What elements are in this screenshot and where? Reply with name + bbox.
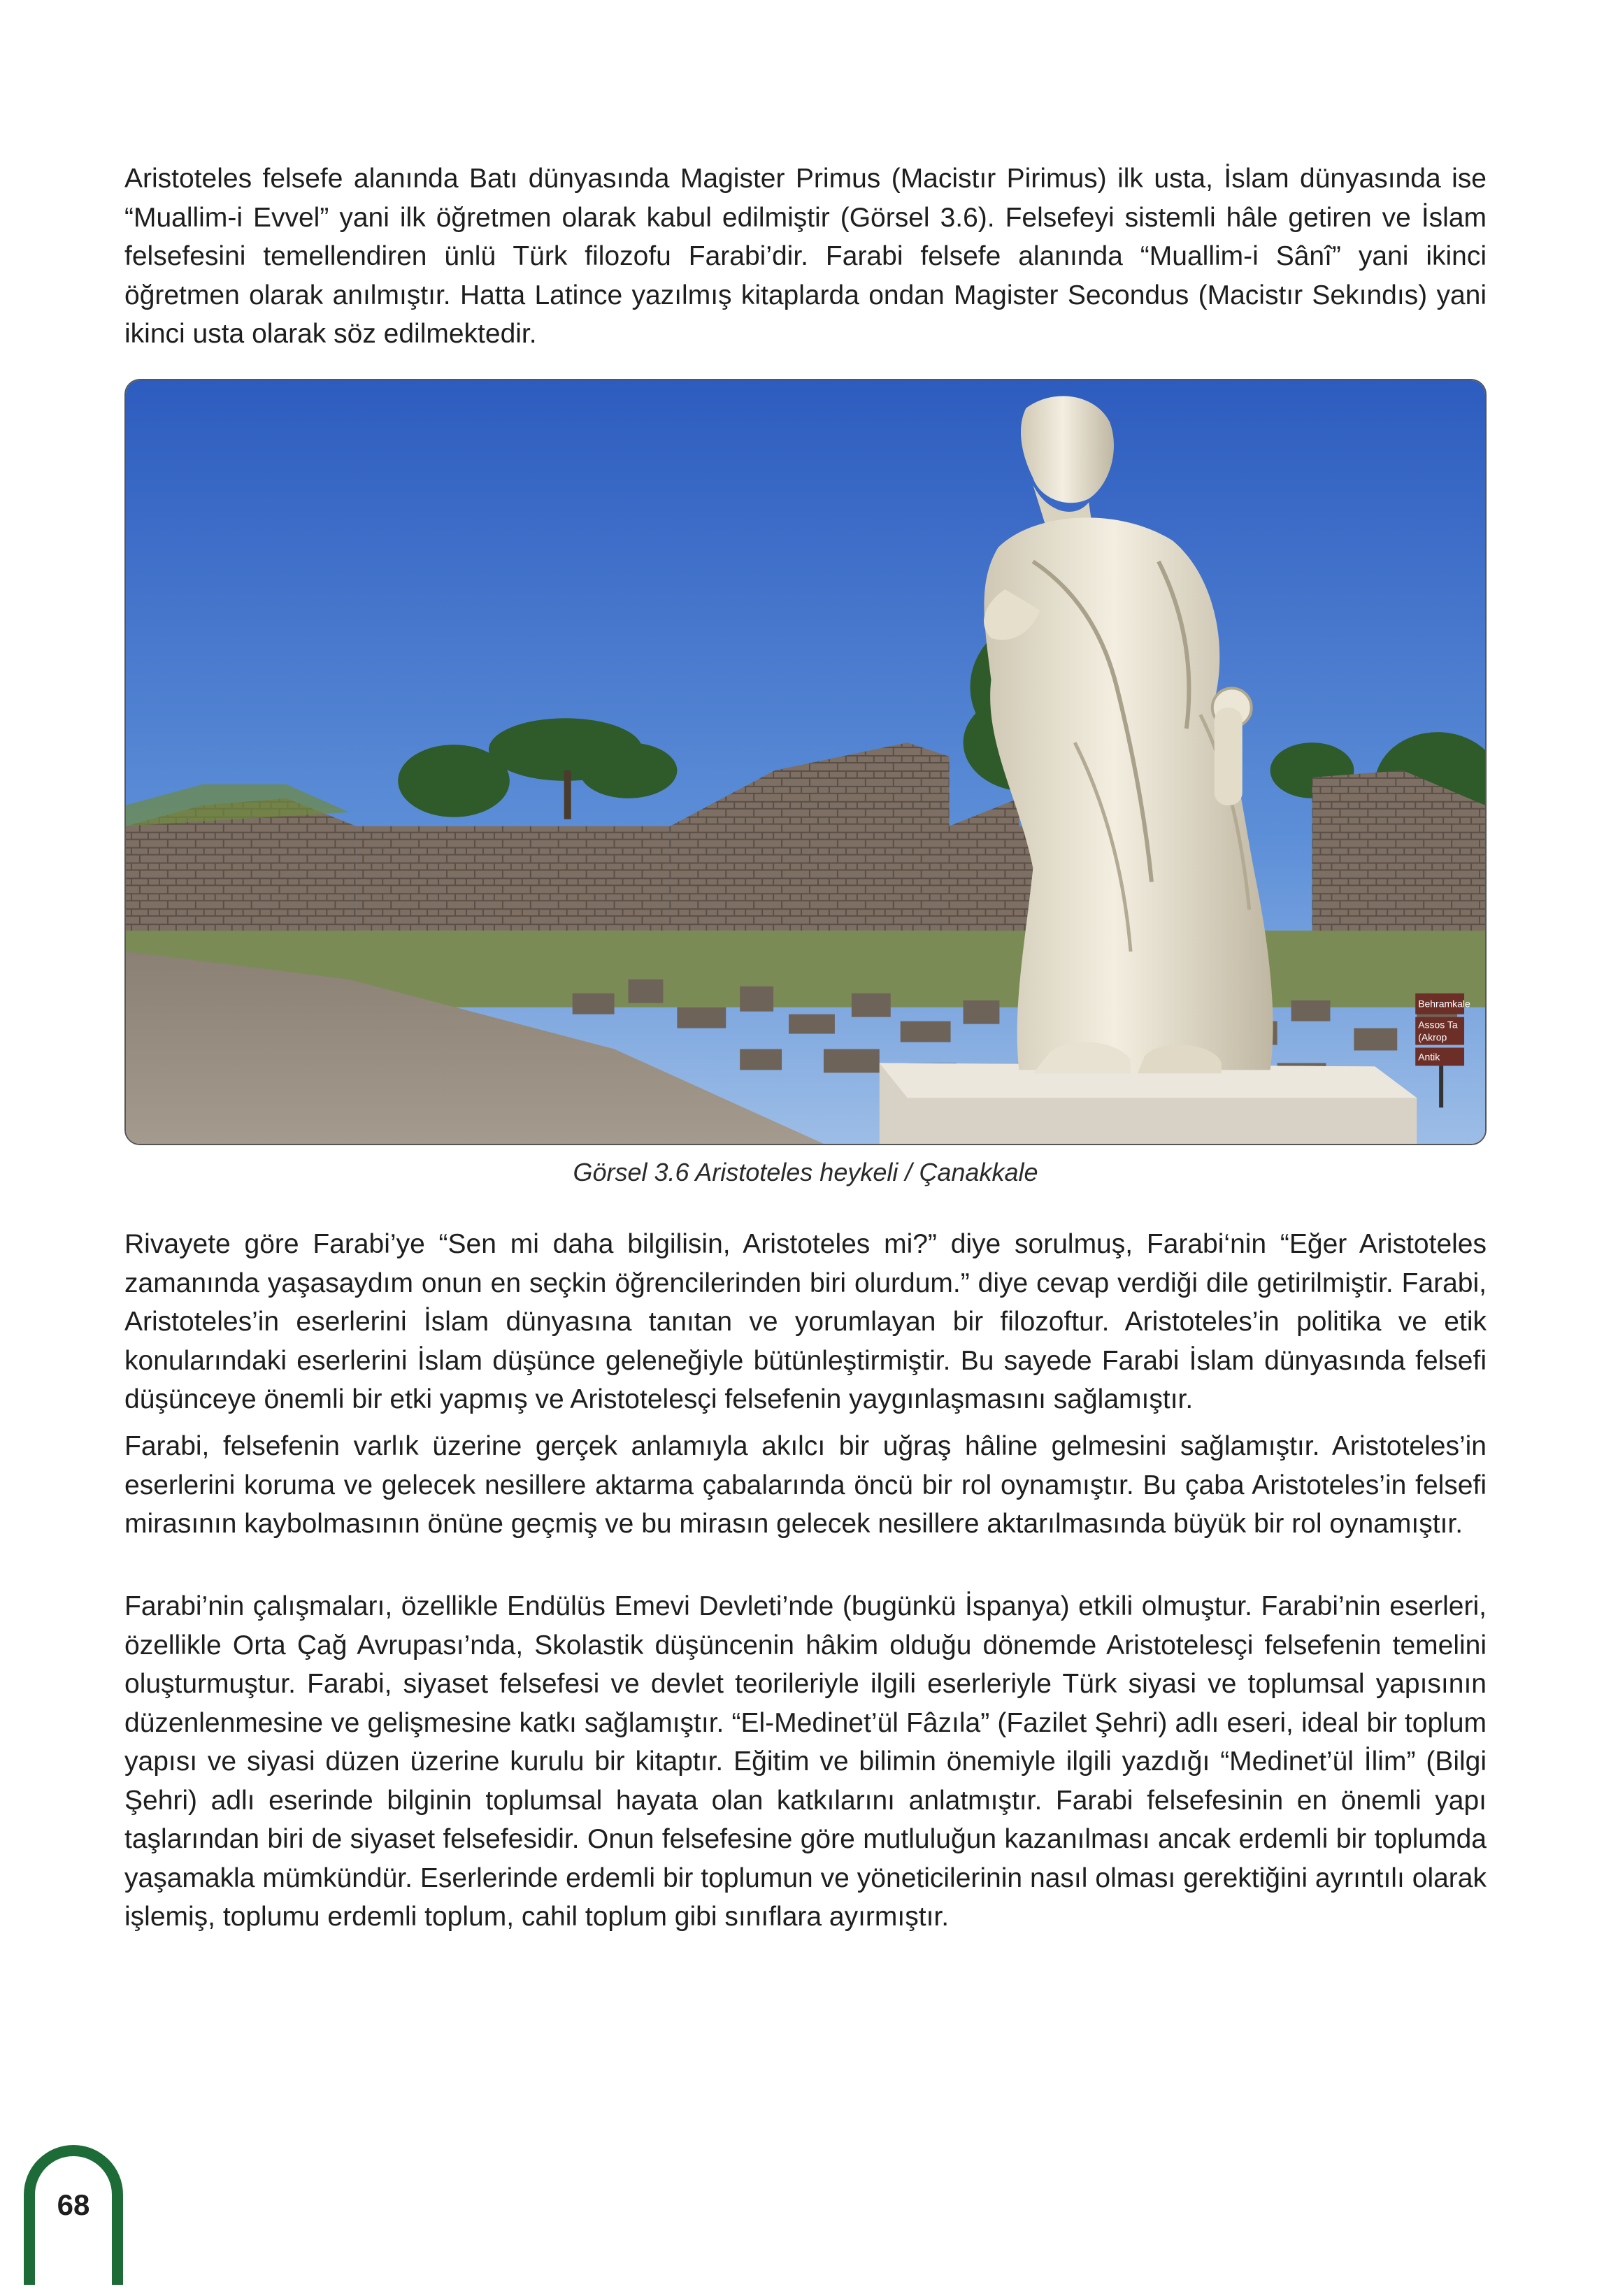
body-paragraph-3: Farabi’nin çalışmaları, özellikle Endülüs Emevi Devleti’nde (bugünkü İspanya) etkili olmuştur. Farabi’nin eserleri, özellikle Orta Çağ Avrupası’nda, Skolastik düşüncenin hâkim olduğu dönemde Aristotelesçi felsefenin temelini oluşturmuştur. Farabi, siyaset felsefesi ve devlet teorileriyle ilgili eserleriyle Türk siyasi ve toplumsal yapısının düzenlenmesine ve gelişmesine katkı sağlamıştır. “El-Medinet’ül Fâzıla” (Fazilet Şehri) adlı eseri, ideal bir toplum yapısı ve siyasi düzen üzerine kurulu bir kitaptır. Eğitim ve bilimin önemiyle ilgili yazdığı “Medinet’ül İlim” (Bilgi Şehri) adlı eserinde bilginin toplumsal hayata olan katkılarını anlatmıştır. Farabi felsefesinin en önemli yapı taşlarından biri de siyaset felsefesidir. Onun felsefesine göre mutluluğun kazanılması ancak erdemli bir toplumda yaşamakla mümkündür. Eserlerinde erdemli bir toplumun ve yöneticilerinin nasıl olması gerektiğini ayrıntılı olarak işlemiş, toplumu erdemli toplum, cahil toplum gibi sınıflara ayırmıştır. bbox=[124, 1591, 1487, 1932]
body-paragraph-1: Rivayete göre Farabi’ye “Sen mi daha bilgilisin, Aristoteles mi?” diye sorulmuş, Farabi‘nin “Eğer Aristoteles zamanında yaşasaydım onun en seçkin öğrencilerinden biri olurdum.” diye cevap verdiği dile getirilmiştir. Farabi, Aristoteles’in eserlerini İslam dünyasına tanıtan ve yorumlayan bir filozoftur. Aristoteles’in politika ve etik konularındaki eserlerini İslam düşünce geleneğiyle bütünleştirmiştir. Bu sayede Farabi İslam dünyasında felsefi düşünceye önemli bir etki yapmış ve Aristotelesçi felsefenin yaygınlaşmasını sağlamıştır. bbox=[124, 1229, 1487, 1414]
figure-caption: Görsel 3.6 Aristoteles heykeli / Çanakkale bbox=[573, 1158, 1038, 1186]
page-number: 68 bbox=[57, 2188, 90, 2221]
sign-text-2: Assos Ta bbox=[1418, 1019, 1458, 1031]
sign-text-3: (Akrop bbox=[1418, 1031, 1447, 1043]
intro-paragraph: Aristoteles felsefe alanında Batı dünyasında Magister Primus (Macistır Pirimus) ilk usta, İslam dünyasında ise “Muallim-i Evvel” yani ilk öğretmen olarak kabul edilmiştir (Görsel 3.6). Felsefeyi sistemli hâle getiren ve İslam felsefesini temellendiren ünlü Türk filozofu Farabi’dir. Farabi felsefe alanında “Muallim-i Sânî” yani ikinci öğretmen olarak anılmıştır. Hatta Latince yazılmış kitaplarda ondan Magister Secondus (Macistır Sekındıs) yani ikinci usta olarak söz edilmektedir. bbox=[124, 164, 1487, 349]
aristotle-statue-photo bbox=[124, 379, 1487, 1145]
sign-text-1: Behramkale bbox=[1418, 998, 1470, 1010]
page-number-tab bbox=[24, 2145, 123, 2285]
statue-photo-illustration bbox=[126, 380, 1485, 1144]
sign-text-4: Antik bbox=[1418, 1051, 1440, 1063]
body-paragraph-2: Farabi, felsefenin varlık üzerine gerçek anlamıyla akılcı bir uğraş hâline gelmesini sağlamıştır. Aristoteles’in eserlerini koruma ve gelecek nesillere aktarma çabalarında öncü bir rol oynamıştır. Bu çaba Aristoteles’in felsefi mirasının kaybolmasının önüne geçmiş ve bu mirasın gelecek nesillere aktarılmasında büyük bir rol oynamıştır. bbox=[124, 1431, 1487, 1539]
